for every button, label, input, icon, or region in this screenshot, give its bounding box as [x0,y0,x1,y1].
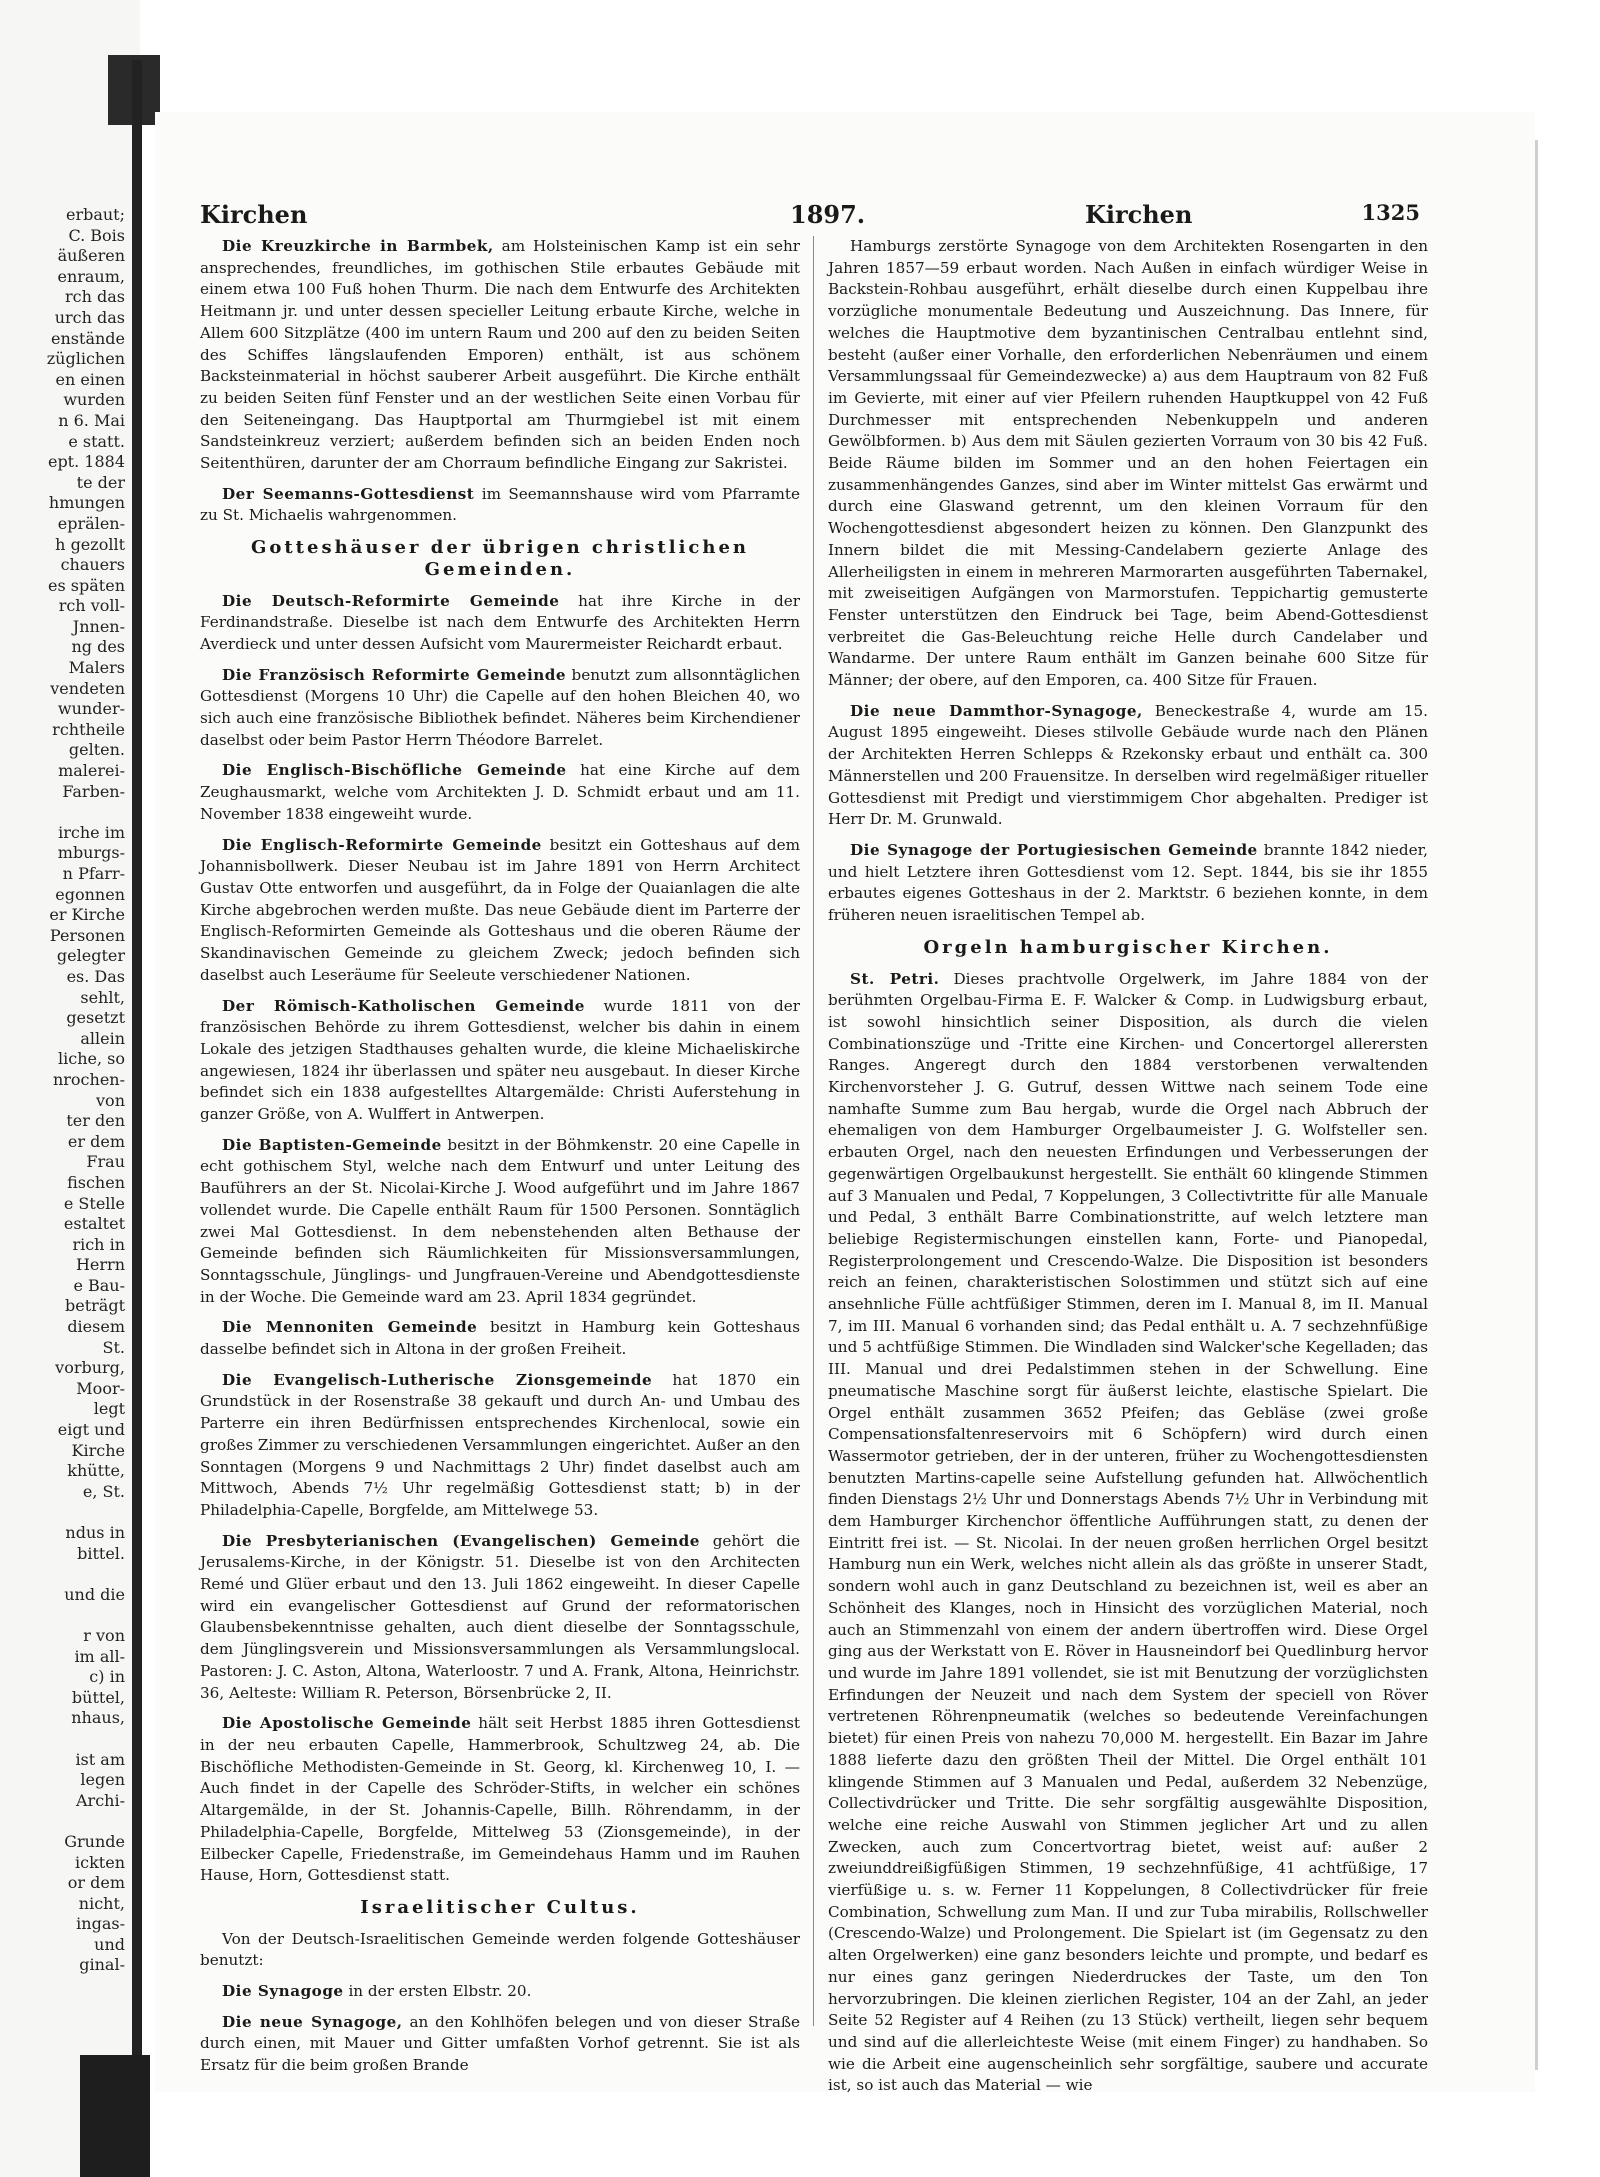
paragraph-lead: Die Baptisten-Gemeinde [222,1135,442,1154]
section-heading: Gotteshäuser der übrigen christlichen Gemeinden. [250,537,750,580]
paragraph [200,1531,800,1705]
paragraph-text: hat 1870 ein Grundstück in der Rosenstraße 38 gekauft und durch An- und Umbau des Parterre ein ihren Bedürfnissen entsprechendes Kirchenlocal, sowie ein großes Zimmer zu verschiedenen Versammlungen eingerichtet. Außer an den Sonntagen (Morgens 9 und Nachmittags 2 Uhr) findet daselbst auch am Mittwoch, Abends 7½ Uhr regelmäßig Gottesdienst statt; b) in der Philadelphia-Capelle, Borgfelde, am Mittelwege 53. [200,1370,801,1519]
header-left-title: Kirchen [200,200,308,229]
section-heading: Orgeln hamburgischer Kirchen. [923,936,1333,958]
paragraph [828,236,1428,692]
paragraph-text: Dieses prachtvolle Orgelwerk, im Jahre 1884 von der berühmten Orgelbau-Firma E. F. Walcker & Comp. in Ludwigsburg erbaut, ist sowohl hinsichtlich seiner Disposition, als durch die vielen Combinationszüge und -Tritte eine Kirchen- und Concertorgel allerersten Ranges. Angeregt durch den 1884 verstorbenen verwaltenden Kirchenvorsteher J. G. Gutruf, dessen Wittwe nach seinem Tode eine namhafte Summe zum Bau hergab, wurde die Orgel nach Abbruch der ehemaligen von dem Hamburger Orgelbaumeister J. G. Wolfsteller sen. erbauten Orgel, nach den neuesten Erfindungen und Verbesserungen der gegenwärtigen Orgelbaukunst hergestellt. Sie enthält 60 klingende Stimmen auf 3 Manualen und Pedal, 7 Koppelungen, 3 Collectivtritte für alle Manuale und Pedal, 3 enthält Barre Combinationstritte, auf welch letztere man beliebige Registermischungen einstellen kann, Forte- und Pianopedal, Registerprolongement und Crescendo-Walze. Die Disposition ist besonders reich an feinen, charakteristischen Solostimmen und stützt sich auf eine ansehnliche Fülle achtfüßiger Stimmen, deren im I. Manual 8, im II. Manual 7, im III. Manual 6 vorhanden sind; das Pedal enthält u. A. 7 sechzehnfüßige und 5 achtfüßige Stimmen. Die Windladen sind Walcker'sche Kegelladen; das III. Manual und drei Pedalstimmen stehen in der Schwellung. Eine pneumatische Maschine sorgt für äußerst leichte, elastische Spielart. Die Orgel enthält zusammen 3652 Pfeifen; das Gebläse (zwei große Compensationsfaltenreservoirs mit 6 Schöpfern) wird durch einen Wassermotor getrieben, der in der unteren, früher zu Wochengottesdiensten benutzten Martins-capelle seine Aufstellung gefunden hat. Allwöchentlich finden Dienstags 2½ Uhr und Donnerstags Abends 7½ Uhr in Verbindung mit dem Hamburger Kirchenchor öffentliche Aufführungen statt, zu denen der Eintritt frei ist. — St. Nicolai. In der neuen großen herrlichen Orgel besitzt Hamburg nun ein Werk, welches nicht allein als das größte in unserer Stadt, sondern wohl auch in ganz Deutschland zu bezeichnen ist, weil es aber an Schönheit des Klanges, noch in Hinsicht des vorzüglichen Material, noch auch an Stimmenzahl von einem der andern übertroffen wird. Diese Orgel ging aus der Werkstatt von E. Röver in Hausneindorf bei Quedlinburg hervor und wurde im Jahre 1891 vollendet, sie ist mit Benutzung der vorzüglichsten Erfindungen der Neuzeit und nach dem System der speciell von Röver vertretenen Röhrenpneumatik (welches so bedeutende Vereinfachungen bietet) für einen Preis von nahezu 70,000 M. hergestellt. Ein Bazar im Jahre 1888 lieferte dazu den größten Theil der Mittel. Die Orgel enthält 101 klingende Stimmen auf 3 Manualen und Pedal, außerdem 32 Nebenzüge, Collectivdrücker und Tritte. Die sehr sorgfältig ausgewählte Disposition, welche eine reiche Auswahl von Stimmen jeglicher Art und zu allen Zwecken, auch zum Concertvortrag bietet, weist auf: außer 2 zweiunddreißigfüßigen Stimmen, 19 sechzehnfüßige, 41 achtfüßige, 17 vierfüßige u. s. w. Ferner 11 Koppelungen, 8 Collectivdrücker für freie Combination, Schwellung zum Man. II und zur Tuba mirabilis, Rollschweller (Crescendo-Walze) und Prolongement. Die Spielart ist (im Gegensatz zu den alten Orgelwerken) eine ganz besonders leichte und prompte, und bedarf es nur eines ganz geringen Niederdruckes der Taste, um den Ton hervorzubringen. Die kleinen zierlichen Register, 104 an der Zahl, an jeder Seite 52 Register auf 4 Reihen (zu 13 Stück) vertheilt, liegen sehr bequem und sind auf die allerleichteste Weise (mit einem Finger) zu handhaben. So wie die Arbeit eine augenscheinlich sehr sorgfältige, saubere und accurate ist, so ist auch das Material — wie [828,969,1429,2095]
binding-shadow-bottom [80,2055,150,2177]
paragraph-text: Beneckestraße 4, wurde am 15. August 1895 eingeweiht. Dieses stilvolle Gebäude wurde nach den Plänen der Architekten Herren Schlepps & Rzekonsky erbaut und enthält ca. 300 Männerstellen und 200 Frauensitze. In derselben wird regelmäßiger ritueller Gottesdienst mit Predigt und vierstimmigem Chor abgehalten. Prediger ist Herr Dr. M. Grunwald. [828,701,1429,829]
paragraph-text: am Holsteinischen Kamp ist ein sehr ansprechendes, freundliches, im gothischen Stile erbautes Gebäude mit einem etwa 100 Fuß hohen Thurm. Die nach dem Entwurfe des Architekten Heitmann jr. und unter dessen specieller Leitung erbaute Kirche, welche in Allem 600 Sitzplätze (400 im untern Raum und 200 auf den zu beiden Seiten des Schiffes längslaufenden Emporen) enthält, ist aus schönem Backsteinmaterial in höchst sauberer Arbeit ausgeführt. Die Kirche enthält zu beiden Seiten fünf Fenster und an der westlichen Seite einen Vorbau für den Seiteneingang. Das Hauptportal am Thurmgiebel ist mit einem Sandsteinkreuz verziert; außerdem befinden sich an beiden Enden noch Seitenthüren, darunter der am Chorraum befindliche Eingang zur Sakristei. [200,237,800,473]
paragraph-lead: Die Synagoge der Portugiesischen Gemeinde [850,840,1258,859]
paragraph [200,236,800,475]
paragraph-lead: Die neue Dammthor-Synagoge, [850,701,1143,720]
page-edge [1535,140,1538,2070]
header-year: 1897. [790,200,866,229]
paragraph-lead: St. Petri. [850,969,940,988]
page-number: 1325 [1361,200,1420,225]
paragraph-text: an den Kohlhöfen belegen und von dieser Straße durch einen, mit Mauer und Gitter umfaßten Vorhof getrennt. Sie ist als Ersatz für die beim großen Brande [200,2012,801,2075]
paragraph-lead: Die Englisch-Reformirte Gemeinde [222,835,542,854]
paragraph [828,969,1428,2098]
paragraph [828,840,1428,927]
paragraph [200,1713,800,1887]
paragraph-text: hat ihre Kirche in der Ferdinandstraße. Dieselbe ist nach dem Entwurfe des Architekten Herrn Averdieck und unter dessen Aufsicht vom Maurermeister Reichardt erbaut. [200,591,801,653]
paragraph-lead: Der Seemanns-Gottesdienst [222,484,475,503]
section-heading: Israelitischer Cultus. [360,1896,640,1918]
paragraph [200,1370,800,1522]
paragraph-lead: Die Evangelisch-Lutherische Zionsgemeinde [222,1370,653,1389]
paragraph-text: hält seit Herbst 1885 ihren Gottesdienst in der neu erbauten Capelle, Hammerbrook, Schultzweg 24, ab. Die Bischöfliche Methodisten-Gemeinde in St. Georg, kl. Kirchenweg 10, I. — Auch findet in der Capelle des Schröder-Stifts, in welcher ein schönes Altargemälde, in der St. Johannis-Capelle, Billh. Röhrendamm, in der Philadelphia-Capelle, Borgfelde, Mittelweg 53 (Zionsgemeinde), in der Eilbecker Capelle, Friedenstraße, im Gemeindehaus Hamm und im Rauhen Hause, Horn, Gottesdienst statt. [200,1714,800,1885]
paragraph [828,701,1428,831]
paragraph-lead: Die Mennoniten Gemeinde [222,1318,478,1337]
paragraph [200,1135,800,1309]
paragraph-lead: Die Presbyterianischen (Evangelischen) Gemeinde [222,1531,700,1550]
paragraph [200,996,800,1126]
paragraph-text: Von der Deutsch-Israelitischen Gemeinde werden folgende Gotteshäuser benutzt: [200,1929,800,1970]
paragraph [200,1317,800,1360]
paragraph-text: im Seemannshause wird vom Pfarramte zu St. Michaelis wahrgenommen. [200,484,801,525]
column-divider [813,236,814,2026]
paragraph-lead: Die Englisch-Bischöfliche Gemeinde [222,761,567,780]
right-column [828,236,1428,2106]
paragraph-text: besitzt in Hamburg kein Gotteshaus dasselbe befindet sich in Altona in der großen Freiheit. [200,1318,801,1359]
paragraph-text: hat eine Kirche auf dem Zeughausmarkt, welche vom Architekten J. D. Schmidt erbaut und am 11. November 1838 eingeweiht wurde. [200,761,801,823]
paragraph [200,1929,800,1972]
paragraph-lead: Die neue Synagoge, [222,2012,403,2031]
header-right-title: Kirchen [1085,200,1193,229]
paragraph-lead: Der Römisch-Katholischen Gemeinde [222,996,585,1015]
paragraph-text: besitzt ein Gotteshaus auf dem Johannisbollwerk. Dieser Neubau ist im Jahre 1891 von Herrn Architect Gustav Otte entworfen und ausgeführt, da in Folge der Quaianlagen die alte Kirche abgebrochen werden mußte. Das neue Gebäude dient im Parterre der Englisch-Reformirten Gemeinde als Gotteshaus und die oberen Räume der Skandinavischen Gemeinde zu gleichem Zweck; jedoch befinden sich daselbst auch Leseräume für Seeleute verschiedener Nationen. [200,835,801,984]
paragraph-text: gehört die Jerusalems-Kirche, in der Königstr. 51. Dieselbe ist von den Architecten Remé und Glüer erbaut und den 13. Juli 1862 eingeweiht. In dieser Capelle wird ein evangelischer Gottesdienst auf Grund der reformatorischen Glaubensbekenntnisse gehalten, auch dient dieselbe der Sonntagsschule, dem Jünglingsverein und Missionsversammlungen als Versammlungslocal. Pastoren: J. C. Aston, Altona, Waterloostr. 7 und A. Frank, Altona, Heinrichstr. 36, Aelteste: William R. Peterson, Börsenbrücke 2, II. [200,1531,800,1702]
paragraph-text: besitzt in der Böhmkenstr. 20 eine Capelle in echt gothischem Styl, welche nach dem Entwurf und unter Leitung des Bauführers an der St. Nicolai-Kirche J. Wood aufgeführt und im Jahre 1867 vollendet wurde. Die Capelle enthält Raum für 1500 Personen. Sonntäglich zwei Mal Gottesdienst. In dem nebenstehenden alten Bethause der Gemeinde befinden sich Räumlichkeiten für Missionsversammlungen, Sonntagsschule, Jünglings- und Jungfrauen-Vereine und Abendgottesdienste in der Woche. Die Gemeinde ward am 23. April 1834 gegründet. [200,1135,800,1306]
paragraph [200,591,800,656]
left-column [200,236,800,2086]
paragraph [200,1981,800,2003]
paragraph-lead: Die Synagoge [222,1982,344,2001]
paragraph-lead: Die Deutsch-Reformirte Gemeinde [222,591,560,610]
book-spine [132,60,142,2150]
paragraph-text: brannte 1842 nieder, und hielt Letztere ihren Gottesdienst vom 12. Sept. 1844, bis sie ihr 1855 erbautes eigenes Gotteshaus in der 2. Marktstr. 6 beziehen konnte, in dem früheren neuen israelitischen Tempel ab. [828,840,1428,925]
paragraph-text: benutzt zum allsonntäglichen Gottesdienst (Morgens 10 Uhr) die Capelle auf den hohen Bleichen 40, wo sich auch eine französische Bibliothek befindet. Näheres beim Kirchendiener daselbst oder beim Pastor Herrn Théodore Barrelet. [200,665,800,749]
paragraph [200,835,800,987]
paragraph [200,760,800,825]
paragraph-text: Hamburgs zerstörte Synagoge von dem Architekten Rosengarten in den Jahren 1857—59 erbaut worden. Nach Außen in einfach würdiger Weise in Backstein-Rohbau ausgeführt, erhält dieselbe durch einen Kuppelbau ihre vorzügliche monumentale Bedeutung und Auszeichnung. Das Innere, für welches die Hauptmotive dem byzantinischen Centralbau entlehnt sind, besteht (außer einer Vorhalle, den erforderlichen Nebenräumen und einem Versammlungssaal für Gemeindezwecke) a) aus dem Hauptraum von 82 Fuß im Gevierte, mit einer auf vier Pfeilern ruhenden Hauptkuppel von 42 Fuß Durchmesser mit entsprechenden Nebenkuppeln und anderen Gewölbformen. b) Aus dem mit Säulen gezierten Vorraum von 30 bis 42 Fuß. Beide Räume bilden im Sommer und an den hohen Feiertagen ein zusammenhängendes Ganzes, sind aber im Winter mittelst Gas erwärmt und durch eine Glaswand getrennt, um den kleinen Vorraum für den Wochengottesdienst abgesondert heizen zu können. Den Glanzpunkt des Innern bildet die mit Messing-Candelabern gezierte Anlage des Allerheiligsten in einem in mehreren Marmorarten ausgeführten Tabernakel, mit zweiseitigen Aufgängen von Marmorstufen. Teppichartig gemusterte Fenster unterstützen den Eindruck bei Tage, beim Abend-Gottesdienst verbreitet die Gas-Beleuchtung reiche Helle durch Candelaber und Wandarme. Der untere Raum enthält im Ganzen beinahe 600 Sitze für Männer; der obere, auf den Emporen, ca. 400 Sitze für Frauen. [828,237,1428,690]
paragraph-lead: Die Französisch Reformirte Gemeinde [222,665,567,684]
paragraph [200,2012,800,2077]
paragraph [200,665,800,752]
running-header [200,200,1420,234]
previous-page-fragments: erbaut; C. Bois äußeren enraum, rch das urch das enstände züglichen en einen wurden n 6. Mai e statt. ept. 1884 te der hmungen eprälen- h gezollt chauers es späten rch voll- Jnnen- ng des Malers vendeten wunder- rchtheile gelten. malerei- Farben- irche im mburgs- n Pfarr- egonnen er Kirche Personen gelegter es. Das sehlt, gesetzt allein liche, so nrochen- von ter den er dem Frau fischen e Stelle estaltet rich in Herrn e Bau- beträgt diesem St. vorburg, Moor- legt eigt und Kirche khütte, e, St. ndus in bittel. und die r von im all- c) in büttel, nhaus, ist am legen Archi- Grunde ickten or dem nicht, ingas- und ginal- [46,205,125,1975]
paragraph-text: in der ersten Elbstr. 20. [348,1982,532,2001]
paragraph-text: wurde 1811 von der französischen Behörde zu ihrem Gottesdienst, welcher bis dahin in einem Lokale des jetzigen Stadthauses gehalten wurde, die kleine Michaeliskirche angewiesen, 1824 ihr überlassen und später neu ausgebaut. In dieser Kirche befindet sich ein 1838 aufgestelltes Altargemälde: Christi Auferstehung in ganzer Größe, von A. Wulffert in Antwerpen. [200,996,800,1124]
paragraph-lead: Die Apostolische Gemeinde [222,1714,472,1733]
paragraph-lead: Die Kreuzkirche in Barmbek, [222,237,494,255]
paragraph [200,484,800,527]
